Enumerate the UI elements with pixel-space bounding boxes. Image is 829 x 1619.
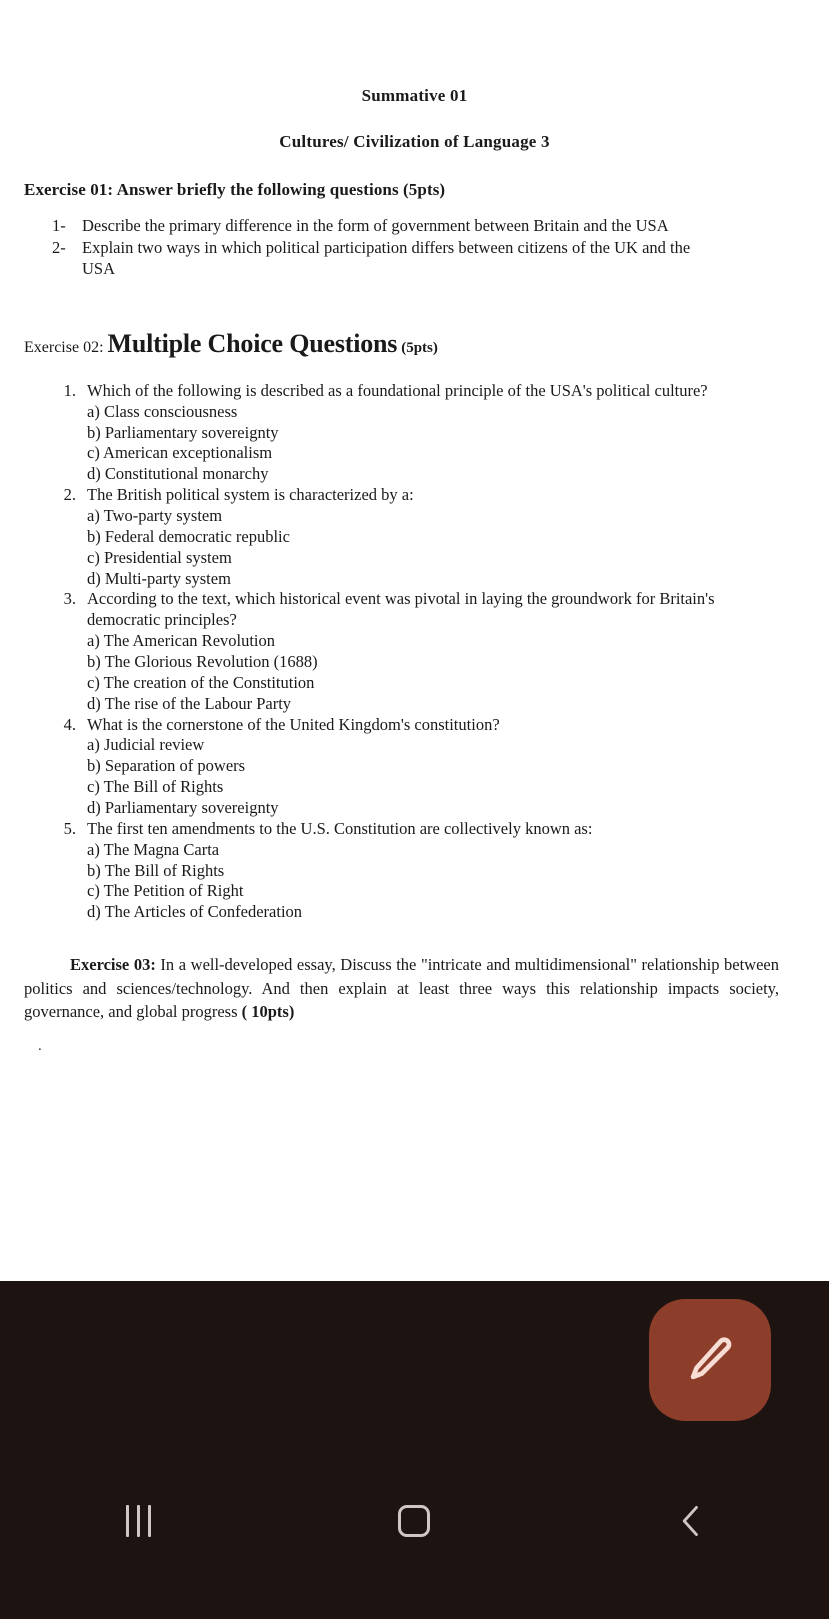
- nav-home-button[interactable]: [276, 1475, 552, 1567]
- mcq-number: 4.: [63, 714, 76, 734]
- mcq-option[interactable]: c) The Petition of Right: [87, 881, 244, 901]
- mcq-question-text: The British political system is characterized by a:: [87, 485, 414, 505]
- mcq-body: [87, 715, 727, 819]
- mcq-option[interactable]: b) The Glorious Revolution (1688): [87, 652, 318, 672]
- edit-pencil-icon: [683, 1333, 737, 1387]
- mcq-option[interactable]: a) Judicial review: [87, 735, 205, 755]
- mcq-number: 2.: [63, 485, 76, 505]
- exercise-02-heading: [24, 281, 805, 359]
- exercise-02-label: Exercise 02:: [24, 338, 104, 356]
- exercise-01-item: [24, 216, 805, 237]
- mcq-option[interactable]: a) The Magna Carta: [87, 839, 220, 859]
- exercise-03-body: In a well-developed essay, Discuss the "intricate and multidimensional" relationship between politics and sciences/technology. And then explain at least three ways this relationship impacts society, governance, and global progress: [24, 955, 779, 1022]
- home-icon: [398, 1505, 430, 1537]
- mcq-option[interactable]: c) The Bill of Rights: [87, 777, 224, 797]
- mcq-option[interactable]: d) The rise of the Labour Party: [87, 693, 292, 713]
- mcq-question: [24, 715, 805, 819]
- mcq-body: [87, 589, 727, 714]
- mcq-question-text: The first ten amendments to the U.S. Constitution are collectively known as:: [87, 818, 593, 838]
- mcq-body: [87, 819, 727, 923]
- exercise-01-item: [24, 238, 805, 280]
- mcq-option[interactable]: d) Multi-party system: [87, 568, 231, 588]
- nav-recents-button[interactable]: [0, 1475, 276, 1567]
- mcq-option[interactable]: d) The Articles of Confederation: [87, 902, 303, 922]
- back-chevron-icon: [674, 1502, 708, 1540]
- trailing-period-mark: .: [38, 1038, 42, 1055]
- exercise-03-points: ( 10pts): [241, 1002, 295, 1022]
- mcq-option[interactable]: b) Federal democratic republic: [87, 526, 290, 546]
- list-item-text: Explain two ways in which political participation differs between citizens of the UK and the USA: [82, 237, 691, 278]
- mcq-option[interactable]: b) The Bill of Rights: [87, 860, 225, 880]
- mcq-question-text: What is the cornerstone of the United Kingdom's constitution?: [87, 714, 500, 734]
- mcq-question: [24, 485, 805, 589]
- exercise-02-points: (5pts): [401, 339, 438, 356]
- list-item-text: Describe the primary difference in the form of government between Britain and the USA: [82, 216, 669, 235]
- mcq-question-text: Which of the following is described as a foundational principle of the USA's political culture?: [87, 380, 708, 400]
- document-subtitle: Cultures/ Civilization of Language 3: [279, 132, 550, 151]
- exercise-01-heading: Exercise 01: Answer briefly the following questions (5pts): [24, 180, 446, 199]
- exercise-02-title: Multiple Choice Questions: [107, 328, 398, 358]
- document-title: Summative 01: [361, 86, 468, 105]
- recents-icon: [126, 1505, 151, 1537]
- exercise-01-list: [24, 200, 805, 280]
- mcq-number: 1.: [63, 380, 76, 400]
- mcq-question: [24, 819, 805, 923]
- edit-fab-button[interactable]: [649, 1299, 771, 1421]
- mcq-question-list: [24, 359, 805, 923]
- list-marker: 1-: [52, 216, 66, 235]
- mcq-option[interactable]: a) Class consciousness: [87, 401, 238, 421]
- mcq-question: [24, 589, 805, 714]
- nav-back-button[interactable]: [553, 1475, 829, 1567]
- mcq-option[interactable]: a) The American Revolution: [87, 631, 276, 651]
- mcq-question-text: According to the text, which historical event was pivotal in laying the groundwork for Britain's democratic principles?: [87, 589, 715, 630]
- mcq-body: [87, 485, 727, 589]
- list-marker: 2-: [52, 237, 66, 257]
- mcq-number: 3.: [63, 589, 76, 609]
- mcq-option[interactable]: c) Presidential system: [87, 547, 232, 567]
- mcq-option[interactable]: a) Two-party system: [87, 506, 223, 526]
- mcq-option[interactable]: d) Parliamentary sovereignty: [87, 798, 279, 818]
- android-navigation-bar: [0, 1475, 829, 1567]
- mcq-option[interactable]: c) American exceptionalism: [87, 443, 273, 463]
- mcq-question: [24, 381, 805, 485]
- exercise-03-label: Exercise 03:: [70, 955, 156, 975]
- mcq-number: 5.: [63, 818, 76, 838]
- mcq-option[interactable]: b) Separation of powers: [87, 756, 246, 776]
- mcq-option[interactable]: b) Parliamentary sovereignty: [87, 422, 279, 442]
- exercise-03-paragraph: [24, 923, 779, 1023]
- mcq-body: [87, 381, 727, 485]
- mcq-option[interactable]: d) Constitutional monarchy: [87, 464, 269, 484]
- mcq-option[interactable]: c) The creation of the Constitution: [87, 672, 315, 692]
